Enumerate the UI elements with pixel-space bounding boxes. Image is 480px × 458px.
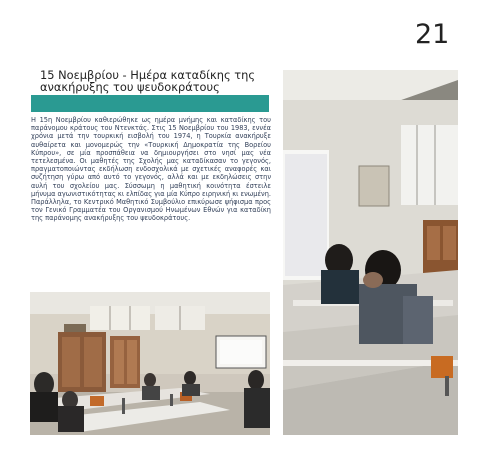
- article-title: 15 Νοεμβρίου - Ημέρα καταδίκης της ανακήρυξης του ψευδοκράτους: [40, 68, 256, 94]
- classroom-photo: [30, 292, 270, 435]
- page-number: 21: [415, 19, 450, 50]
- students-photo: [283, 70, 458, 435]
- accent-bar: [31, 95, 269, 112]
- article-body: Η 15η Νοεμβρίου καθιερώθηκε ως ημέρα μνήμης και καταδίκης του παράνομου κράτους του Ντενκτάς. Στις 15 Νοεμβρίου του 1983, εννέα χρόνια μετά την τουρκική εισβολή του 1974, η Τουρκία ανακήρυξε αυθαίρετα και μονομερώς την «Τουρκική Δημοκρατία της Βορείου Κύπρου», σε μία προσπάθεια να δημιουργήσει στο νησί μας νέα τετελεσμένα. Οι μαθητές της Σχολής μας καταδίκασαν το γεγονός, πραγματοποιώντας εκδήλωση ενδοσχολικά με σχετικές αναφορές και συζήτηση γύρω από αυτό το γεγονός, αλλά και με εκδηλώσεις στην αυλή του σχολείου μας. Σύσσωμη η μαθητική κοινότητα έστειλε μήνυμα αγωνιστικότητας κι ελπίδας για μία Κύπρο ειρηνική κι ενωμένη. Παράλληλα, το Κεντρικό Μαθητικό Συμβούλιο επικύρωσε ψήφισμα προς τον Γενικό Γραμματέα του Οργανισμού Ηνωμένων Εθνών για καταδίκη της παράνομης ανακήρυξης του ψευδοκράτους.: [31, 116, 271, 223]
